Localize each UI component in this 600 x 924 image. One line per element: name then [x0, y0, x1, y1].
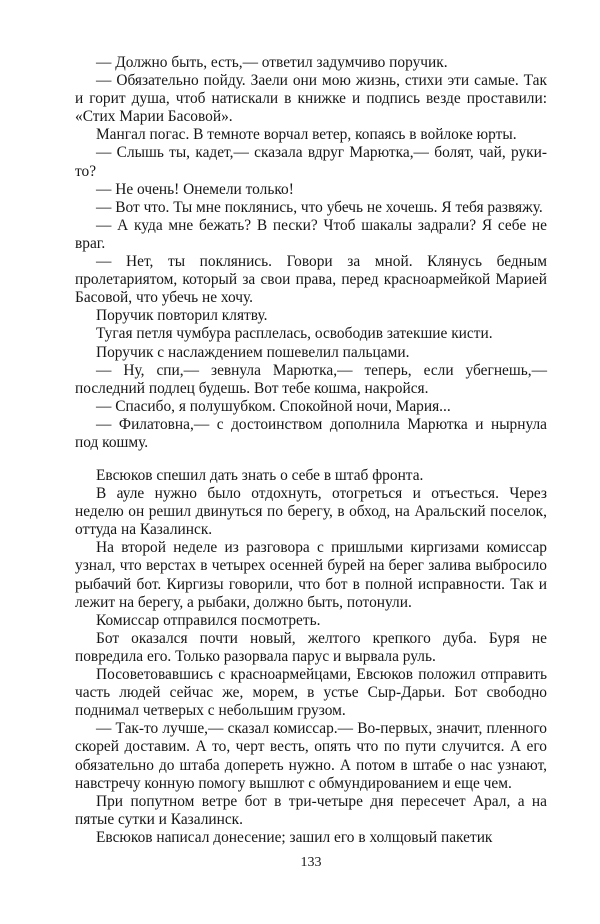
- paragraph: — Так-то лучше,— сказал комиссар.— Во-первых, значит, пленного скорей доставим. А то, черт весть, опять что по пути случится. А его обязательно до штаба допереть нужно. А потом в штабе о нас узнают, навстречу конную помогу вышлют с обмундированием и еще чем.: [75, 720, 547, 792]
- text-section-two: [75, 467, 547, 847]
- paragraph: Комиссар отправился посмотреть.: [96, 611, 321, 629]
- paragraph: Поручик с наслаждением пошевелил пальцами.: [96, 343, 410, 361]
- paragraph: Бот оказался почти новый, желтого крепкого дуба. Буря не повредила его. Только разорвала парус и вырвала руль.: [75, 629, 547, 665]
- paragraph: Мангал погас. В темноте ворчал ветер, копаясь в войлоке юрты.: [96, 126, 517, 144]
- paragraph: — А куда мне бежать? В пески? Чтоб шакалы задрали? Я себе не враг.: [75, 216, 547, 252]
- paragraph: Тугая петля чумбура расплелась, освободив затекшие кисти.: [96, 325, 493, 343]
- paragraph: — Спасибо, я полушубком. Спокойной ночи, Мария...: [96, 397, 451, 415]
- book-page: [75, 0, 547, 924]
- paragraph: — Обязательно пойду. Заели они мою жизнь, стихи эти самые. Так и горит душа, чтоб натискали в книжке и подпись везде проставили: «Стих Марии Басовой».: [75, 72, 547, 126]
- paragraph: Евсюков написал донесение; зашил его в холщовый пакетик: [96, 828, 493, 846]
- paragraph: — Нет, ты поклянись. Говори за мной. Клянусь бедным пролетариятом, который за свои права, перед красноармейкой Марией Басовой, что убечь не хочу.: [75, 253, 547, 307]
- paragraph: — Вот что. Ты мне поклянись, что убечь не хочешь. Я тебя развяжу.: [96, 198, 543, 216]
- text-section-one: [75, 54, 547, 452]
- paragraph: Посоветовавшись с красноармейцами, Евсюков положил отправить часть людей сейчас же, морем, в устье Сыр-Дарьи. Бот свободно поднимал четверых с небольшим грузом.: [75, 666, 547, 720]
- paragraph: При попутном ветре бот в три-четыре дня пересечет Арал, а на пятые сутки и Казалинск.: [75, 792, 547, 828]
- paragraph: Евсюков спешил дать знать о себе в штаб фронта.: [96, 467, 424, 484]
- paragraph: Поручик повторил клятву.: [96, 307, 268, 325]
- paragraph: — Слышь ты, кадет,— сказала вдруг Марютка,— болят, чай, руки-то?: [75, 144, 547, 180]
- paragraph: — Должно быть, есть,— ответил задумчиво поручик.: [96, 54, 448, 71]
- paragraph: На второй неделе из разговора с пришлыми киргизами комиссар узнал, что верстах в четырех осенней бурей на берег залива выбросило рыбачий бот. Киргизы говорили, что бот в полной исправности. Так и лежит на берегу, а рыбаки, должно быть, потонули.: [75, 539, 547, 611]
- page-number: 133: [300, 855, 322, 870]
- paragraph: В ауле нужно было отдохнуть, отогреться и отъесться. Через неделю он решил двинуться по берегу, в обход, на Аральский поселок, оттуда на Казалинск.: [75, 485, 547, 539]
- paragraph: — Не очень! Онемели только!: [96, 180, 294, 198]
- paragraph: — Филатовна,— с достоинством дополнила Марютка и нырнула под кошму.: [75, 415, 547, 451]
- paragraph: — Ну, спи,— зевнула Марютка,— теперь, если убегнешь,— последний подлец будешь. Вот тебе кошма, накройся.: [75, 361, 547, 397]
